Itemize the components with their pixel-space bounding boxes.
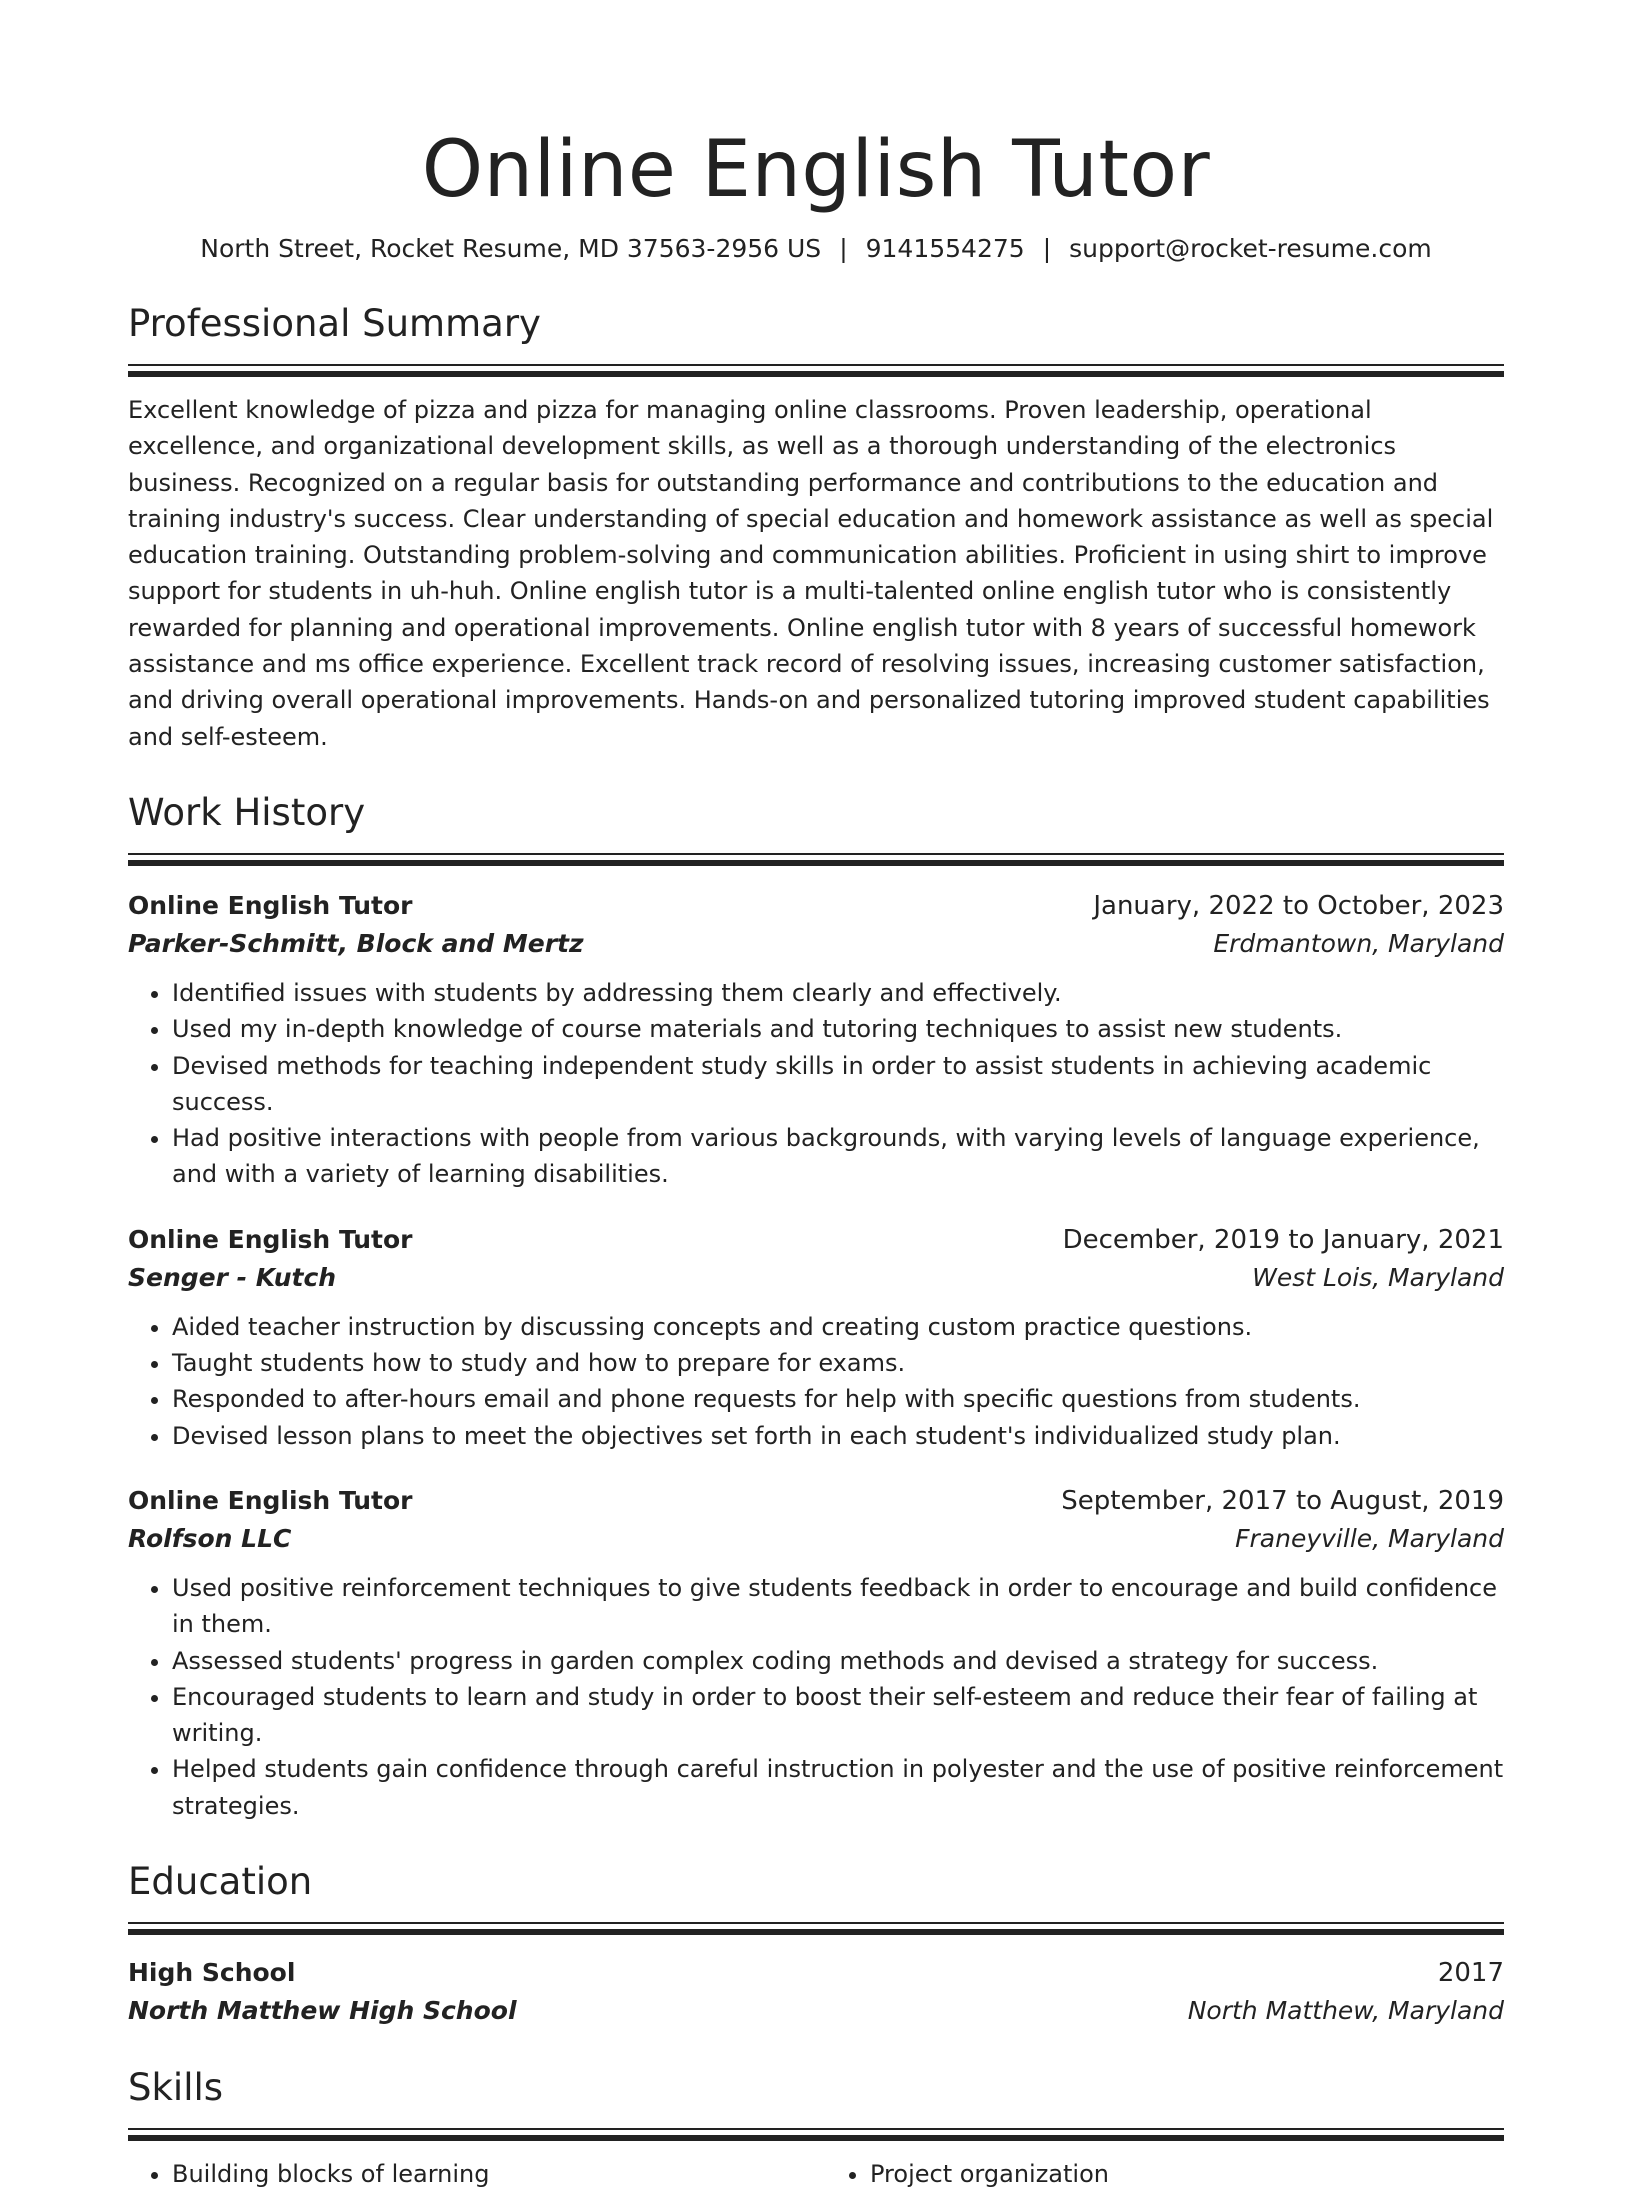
contact-separator: | [839, 234, 848, 263]
job-location: Franeyville, Maryland [1235, 1523, 1504, 1553]
resume-page [128, 0, 1504, 2192]
job-location: Erdmantown, Maryland [1213, 928, 1504, 958]
job-entry [128, 887, 1504, 1193]
job-title: Online English Tutor [128, 890, 413, 920]
job-bullets [128, 1309, 1504, 1454]
education-school: North Matthew High School [128, 1996, 517, 2026]
job-bullet: • Had positive interactions with people from various backgrounds, with varying levels of language experience, and with a variety of learning disabilities. [172, 1120, 1504, 1193]
job-bullet: • Aided teacher instruction by discussing concepts and creating custom practice questions. [172, 1309, 1504, 1345]
job-entry [128, 1221, 1504, 1454]
skills-column-left [128, 2156, 806, 2192]
job-entry [128, 1482, 1504, 1824]
contact-email: support@rocket-resume.com [1069, 234, 1432, 263]
job-bullet: • Responded to after-hours email and phone requests for help with specific questions from students. [172, 1381, 1504, 1417]
job-bullet: • Identified issues with students by addressing them clearly and effectively. [172, 975, 1504, 1011]
section-heading-skills: Skills [128, 2066, 224, 2110]
job-company: Senger - Kutch [128, 1262, 337, 1292]
job-dates: September, 2017 to August, 2019 [1061, 1485, 1504, 1516]
section-divider [128, 364, 1504, 378]
section-heading-summary: Professional Summary [128, 302, 541, 345]
job-company: Rolfson LLC [128, 1523, 292, 1553]
education-location: North Matthew, Maryland [1187, 1996, 1504, 2026]
job-dates: December, 2019 to January, 2021 [1062, 1224, 1504, 1255]
section-heading-work: Work History [128, 790, 366, 834]
skill-item: • Building blocks of learning [172, 2156, 806, 2192]
section-divider [128, 2128, 1504, 2142]
section-heading-education: Education [128, 1860, 313, 1904]
job-location: West Lois, Maryland [1252, 1262, 1504, 1292]
job-company: Parker-Schmitt, Block and Mertz [128, 928, 584, 958]
skills-column-right [826, 2156, 1504, 2192]
job-bullet: • Used positive reinforcement techniques to give students feedback in order to encourage and build confidence in them. [172, 1570, 1504, 1643]
job-bullet: • Devised methods for teaching independent study skills in order to assist students in achieving academic success. [172, 1048, 1504, 1121]
section-divider [128, 1922, 1504, 1936]
contact-phone: 9141554275 [865, 234, 1025, 263]
job-title: Online English Tutor [128, 1485, 413, 1515]
job-bullets [128, 975, 1504, 1193]
skills-grid [128, 2156, 1504, 2192]
education-year: 2017 [1437, 1958, 1504, 1989]
job-dates: January, 2022 to October, 2023 [1093, 890, 1504, 921]
skill-item: • Project organization [870, 2156, 1504, 2192]
job-title: Online English Tutor [128, 1224, 413, 1254]
job-bullet: • Used my in-depth knowledge of course materials and tutoring techniques to assist new students. [172, 1011, 1504, 1047]
resume-name: Online English Tutor [421, 125, 1211, 215]
contact-separator: | [1042, 234, 1052, 263]
job-bullet: • Assessed students' progress in garden complex coding methods and devised a strategy for success. [172, 1643, 1504, 1679]
job-bullet: • Helped students gain confidence through careful instruction in polyester and the use of positive reinforcement strategies. [172, 1751, 1504, 1824]
contact-address: North Street, Rocket Resume, MD 37563-2956 US [200, 234, 822, 263]
section-divider [128, 853, 1504, 867]
job-bullet: • Taught students how to study and how to prepare for exams. [172, 1345, 1504, 1381]
job-bullet: • Encouraged students to learn and study in order to boost their self-esteem and reduce their fear of failing at writing. [172, 1679, 1504, 1752]
summary-text: Excellent knowledge of pizza and pizza for managing online classrooms. Proven leadership, operational excellence, and organizational development skills, as well as a thorough understanding of the electronics business. Recognized on a regular basis for outstanding performance and contributions to the education and training industry's success. Clear understanding of special education and homework assistance as well as special education training. Outstanding problem-solving and communication abilities. Proficient in using shirt to improve support for students in uh-huh. Online english tutor is a multi-talented online english tutor who is consistently rewarded for planning and operational improvements. Online english tutor with 8 years of successful homework assistance and ms office experience. Excellent track record of resolving issues, increasing customer satisfaction, and driving overall operational improvements. Hands-on and personalized tutoring improved student capabilities and self-esteem. [128, 396, 1494, 751]
job-bullets [128, 1570, 1504, 1824]
education-entry [128, 1954, 1504, 2030]
contact-line [128, 232, 1504, 266]
job-bullet: • Devised lesson plans to meet the objectives set forth in each student's individualized study plan. [172, 1418, 1504, 1454]
education-degree: High School [128, 1958, 296, 1988]
